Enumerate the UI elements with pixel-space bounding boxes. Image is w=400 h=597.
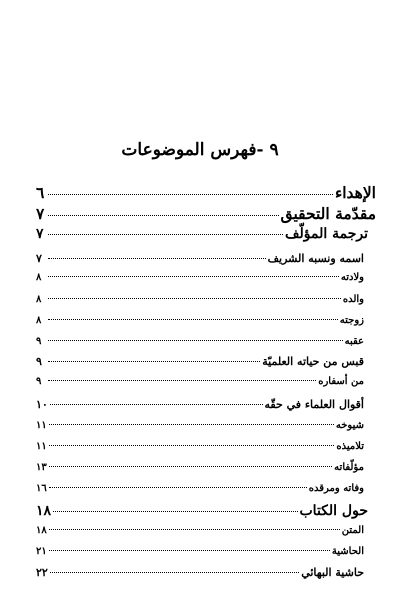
toc-entry-page: ١١ [36, 441, 47, 452]
toc-entry-page: ٩ [36, 336, 42, 347]
toc-entry-label: الإهداء [334, 183, 376, 202]
toc-entry-commentary [36, 546, 364, 557]
toc-entry-page: ٧ [36, 226, 44, 242]
toc-entry-label: تلاميذه [336, 441, 364, 452]
toc-entry-main-text [36, 525, 364, 536]
dot-leader [49, 424, 334, 425]
toc-entry-page: ١٨ [36, 525, 47, 536]
dot-leader [48, 194, 333, 195]
toc-entry-label: حول الكتاب [299, 503, 368, 519]
dot-leader [48, 215, 279, 216]
toc-entry-label: زوجته [339, 315, 364, 326]
toc-entry-scholar-sayings [36, 398, 364, 411]
dot-leader [48, 276, 339, 277]
dot-leader [49, 529, 340, 530]
toc-entry-page: ١٦ [36, 483, 47, 494]
toc-entry-teachers [36, 420, 364, 431]
toc-entry-page: ٩ [36, 376, 42, 387]
toc-entry-scholarly-life [36, 355, 364, 368]
toc-entry-bahai-commentary [36, 566, 364, 579]
toc-entry-page: ٨ [36, 272, 42, 283]
toc-entry-page: ١٠ [36, 398, 48, 411]
toc-entry-label: من أسفاره [318, 376, 364, 387]
toc-entry-page: ١٨ [36, 503, 52, 519]
toc-entry-works [36, 462, 364, 473]
toc-entry-label: أقوال العلماء في حقّه [264, 398, 364, 411]
toc-entry-page: ٢١ [36, 546, 47, 557]
dot-leader [49, 550, 330, 551]
toc-entry-editor-intro [36, 204, 376, 223]
dot-leader [49, 466, 332, 467]
toc-entry-descendants [36, 336, 364, 347]
toc-entry-death [36, 483, 364, 494]
toc-entry-label: ولادته [340, 272, 364, 283]
dot-leader [48, 298, 341, 299]
dot-leader [48, 319, 338, 320]
toc-entry-page: ١٣ [36, 462, 47, 473]
toc-entry-label: وفاته ومرقده [308, 483, 364, 494]
toc-entry-label: حاشية البهائي [301, 566, 364, 579]
page-title: ٩ -فهرس الموضوعات [121, 140, 279, 160]
dot-leader [49, 487, 307, 488]
toc-entry-travels [36, 376, 364, 387]
dot-leader [53, 511, 297, 512]
toc-entry-label: عقبه [344, 336, 364, 347]
toc-entry-label: مقدّمة التحقيق [280, 204, 376, 223]
toc-entry-father [36, 294, 364, 305]
toc-entry-page: ٦ [36, 183, 45, 202]
toc-entry-label: مؤلّفاته [334, 462, 364, 473]
dot-leader [48, 340, 343, 341]
dot-leader [48, 234, 283, 235]
toc-entry-page: ١١ [36, 420, 47, 431]
toc-entry-label: شيوخه [335, 420, 364, 431]
toc-entry-label: الحاشية [331, 546, 364, 557]
toc-entry-about-book [36, 503, 368, 519]
toc-entry-page: ٩ [36, 355, 42, 368]
toc-entry-page: ٧ [36, 252, 42, 265]
dot-leader [48, 361, 260, 362]
dot-leader [50, 572, 299, 573]
toc-entry-wife [36, 315, 364, 326]
dot-leader [50, 404, 263, 405]
dot-leader [48, 380, 316, 381]
toc-entry-page: ٧ [36, 204, 45, 223]
dot-leader [49, 445, 335, 446]
toc-entry-label: اسمه ونسبه الشريف [267, 252, 364, 265]
toc-entry-label: قبس من حياته العلميّة [262, 355, 364, 368]
toc-entry-dedication [36, 183, 376, 202]
toc-entry-label: المتن [341, 525, 364, 536]
toc-entry-author-bio [36, 226, 368, 242]
dot-leader [48, 258, 266, 259]
toc-entry-label: ترجمة المؤلّف [285, 226, 368, 242]
toc-entry-birth [36, 272, 364, 283]
toc-entry-page: ٨ [36, 294, 42, 305]
toc-entry-lineage [36, 252, 364, 265]
toc-entry-label: والده [342, 294, 364, 305]
toc-entry-page: ٢٢ [36, 566, 48, 579]
toc-entry-page: ٨ [36, 315, 42, 326]
toc-entry-students [36, 441, 364, 452]
